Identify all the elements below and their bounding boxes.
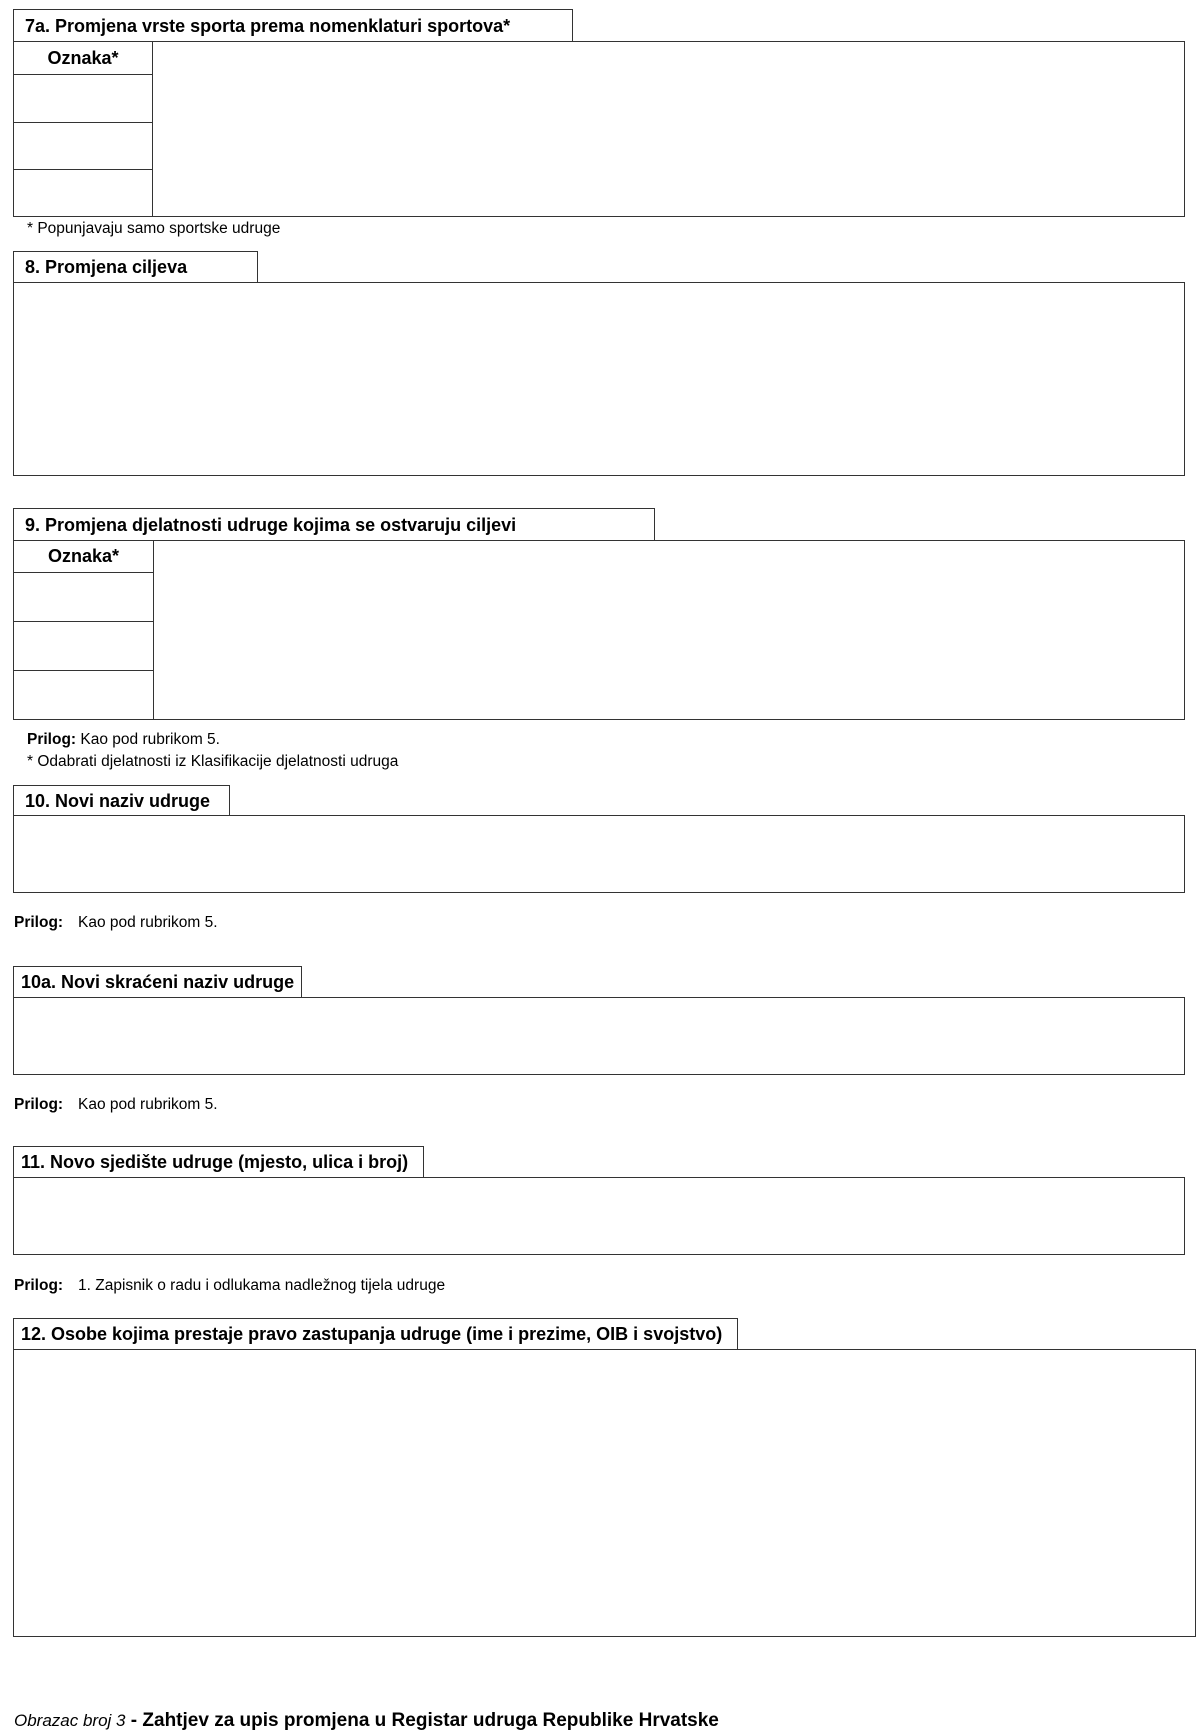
- prilog-text: Kao pod rubrikom 5.: [78, 1096, 218, 1113]
- section-11-field[interactable]: [13, 1177, 1185, 1255]
- section-9-title: 9. Promjena djelatnosti udruge kojima se ostvaruju ciljevi: [13, 508, 655, 541]
- prilog-text: 1. Zapisnik o radu i odlukama nadležnog tijela udruge: [78, 1277, 446, 1294]
- oznaka-cell[interactable]: [13, 670, 154, 720]
- section-8-title: 8. Promjena ciljeva: [13, 251, 258, 283]
- footer: [14, 1710, 719, 1732]
- section-7a-field[interactable]: [13, 41, 1185, 217]
- section-7a-note: * Popunjavaju samo sportske udruge: [27, 220, 281, 237]
- section-9-note: * Odabrati djelatnosti iz Klasifikacije djelatnosti udruga: [27, 753, 399, 770]
- section-10a-field[interactable]: [13, 997, 1185, 1075]
- section-10a-prilog: [14, 1096, 218, 1114]
- section-11-title: 11. Novo sjedište udruge (mjesto, ulica i broj): [13, 1146, 424, 1178]
- section-10a-title: 10a. Novi skraćeni naziv udruge: [13, 966, 302, 998]
- form-title: Zahtjev za upis promjena u Registar udruga Republike Hrvatske: [142, 1710, 719, 1731]
- prilog-label: Prilog:: [27, 731, 77, 748]
- section-10-title: 10. Novi naziv udruge: [13, 785, 230, 816]
- section-7a-title: 7a. Promjena vrste sporta prema nomenklaturi sportova*: [13, 9, 573, 42]
- oznaka-header: Oznaka*: [13, 540, 154, 573]
- oznaka-cell[interactable]: [13, 122, 153, 170]
- form-number: Obrazac broj 3: [14, 1711, 126, 1730]
- section-11-prilog: [14, 1277, 446, 1295]
- section-9-prilog: [27, 731, 220, 749]
- section-9-field[interactable]: [13, 540, 1185, 720]
- section-10-field[interactable]: [13, 815, 1185, 893]
- prilog-label: Prilog:: [14, 1277, 64, 1294]
- section-10-prilog: [14, 914, 218, 932]
- prilog-label: Prilog:: [14, 914, 64, 931]
- section-12-title: 12. Osobe kojima prestaje pravo zastupanja udruge (ime i prezime, OIB i svojstvo): [13, 1318, 738, 1350]
- prilog-label: Prilog:: [14, 1096, 64, 1113]
- oznaka-header: Oznaka*: [13, 41, 153, 75]
- oznaka-cell[interactable]: [13, 621, 154, 671]
- prilog-text: Kao pod rubrikom 5.: [80, 731, 220, 748]
- oznaka-cell[interactable]: [13, 74, 153, 123]
- footer-dash: -: [125, 1710, 143, 1731]
- prilog-text: Kao pod rubrikom 5.: [78, 914, 218, 931]
- section-12-field[interactable]: [13, 1349, 1196, 1637]
- oznaka-cell[interactable]: [13, 169, 153, 217]
- section-8-field[interactable]: [13, 282, 1185, 476]
- oznaka-cell[interactable]: [13, 572, 154, 622]
